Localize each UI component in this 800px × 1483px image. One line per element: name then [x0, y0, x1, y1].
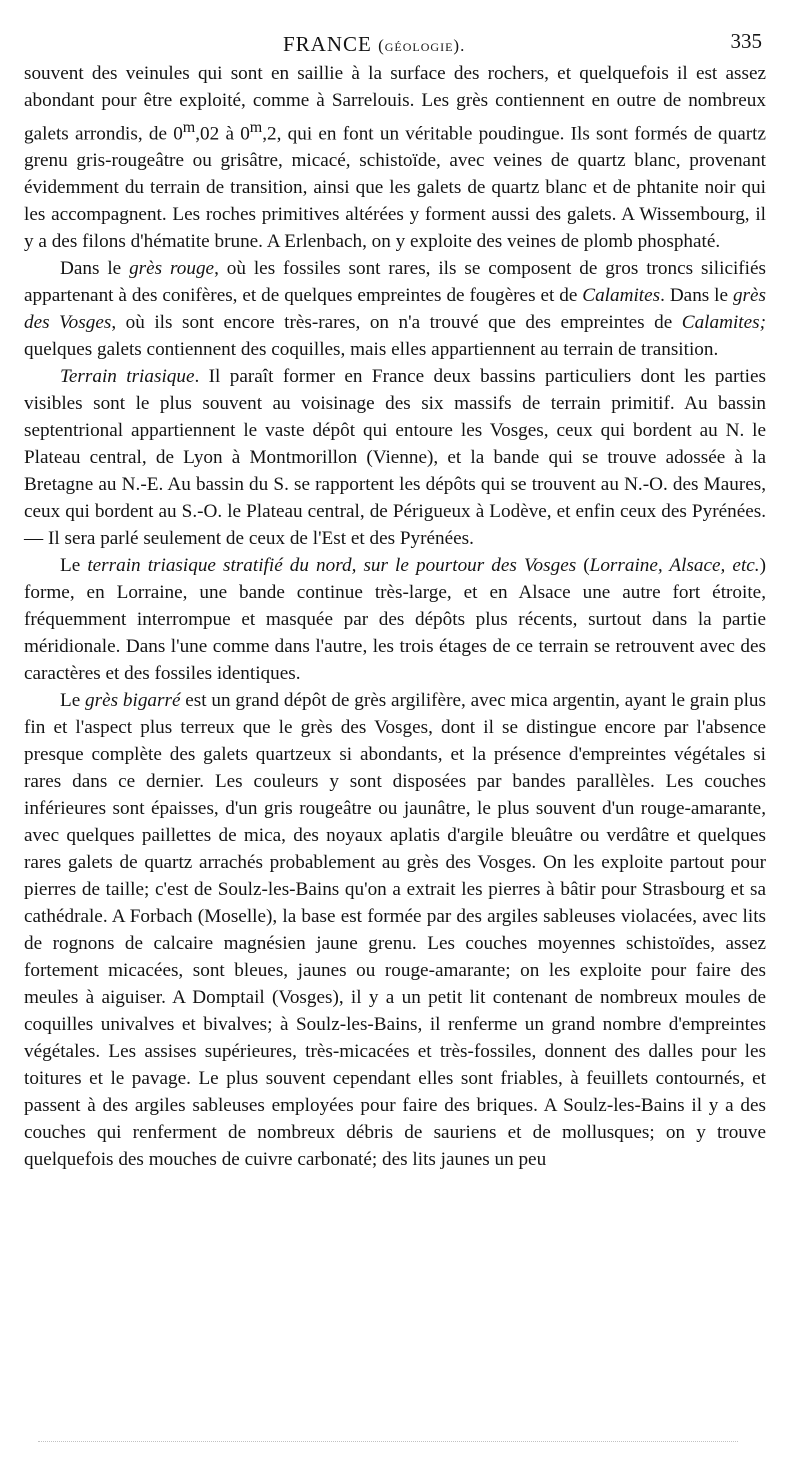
text-run: ( [576, 555, 590, 577]
text-run: Dans le [60, 258, 130, 280]
text-run: Le [60, 690, 86, 712]
paragraph [24, 687, 766, 1173]
italic-term: Calamites [582, 285, 661, 307]
italic-term: grès des Vosges [24, 285, 766, 334]
italic-term: Terrain triasique [60, 366, 195, 388]
text-run: est un grand dépôt de grès argilifère, avec mica argentin, ayant le grain plus fin et l'aspect plus terreux que le grès des Vosges, dont il se distingue encore par l'absence presque complète des galets quartzeux si abondants, et la présence d'empreintes végétales si rares dans ce dernier. Les couleurs y sont disposées par bandes parallèles. Les couches inférieures sont épaisses, d'un gris rougeâtre ou jaunâtre, le plus souvent d'un rouge-amarante, avec quelques paillettes de mica, des noyaux aplatis d'argile bleuâtre ou verdâtre et quelques rares galets de quartz arrachés probablement au grès des Vosges. On les exploite partout pour pierres de taille; c'est de Soulz-les-Bains qu'on a extrait les pierres à bâtir pour Strasbourg et sa cathédrale. A Forbach (Moselle), la base est formée par des argiles sableuses violacées, avec lits de rognons de calcaire magnésien jaune grenu. Les couches moyennes schistoïdes, assez fortement micacées, sont bleues, jaunes ou rouge-amarante; on les exploite pour faire des meules à aiguiser. A Domptail (Vosges), il y a un petit lit contenant de nombreux moules de coquilles univalves et bivalves; à Soulz-les-Bains, il renferme un grand nombre d'empreintes végétales. Les assises supérieures, très-micacées et très-fossiles, donnent des dalles pour les toitures et le pavage. Le plus souvent cependant elles sont friables, à feuillets contournés, et passent à des argiles sableuses employées pour faire des briques. A Soulz-les-Bains il y a des couches qui renferment de nombreux débris de sauriens et de mollusques; on y trouve quelquefois des mouches de cuivre carbonaté; des lits jaunes un peu [24, 690, 766, 1171]
italic-term: grès rouge [129, 258, 215, 280]
italic-term: Calamites; [681, 312, 766, 334]
running-title-subject: (géologie). [378, 36, 466, 55]
running-title [283, 32, 465, 57]
paragraph [24, 60, 766, 255]
text-run: ,2, qui en font un véritable poudingue. Ils sont formés de quartz grenu gris-rougeâtre ou grisâtre, micacé, schistoïde, avec veines de quartz blanc, provenant évidemment du terrain de transition, ainsi que les galets de quartz blanc et de phtanite noir qui les accompagnent. Les roches primitives altérées y forment aussi des galets. A Wissembourg, il y a des filons d'hématite brune. A Erlenbach, on y exploite des veines de plomb phosphaté. [24, 123, 766, 253]
text-run: quelques galets contiennent des coquilles, mais elles appartiennent au terrain de transition. [24, 339, 719, 361]
page-body [24, 60, 766, 1173]
italic-term: terrain triasique stratifié du nord, sur le pourtour des Vosges [87, 555, 577, 577]
italic-term: Lorraine, Alsace, etc. [589, 555, 760, 577]
paragraph [24, 552, 766, 687]
footer-rule [38, 1441, 738, 1444]
text-run: . Dans le [660, 285, 733, 307]
unit-superscript: m [249, 119, 263, 136]
italic-term: grès bigarré [85, 690, 181, 712]
text-run: , où ils sont encore très-rares, on n'a trouvé que des empreintes de [111, 312, 682, 334]
page-number: 335 [730, 29, 762, 53]
paragraph [24, 363, 766, 552]
text-run: souvent des veinules qui sont en saillie à la surface des rochers, et quelquefois il est assez abondant pour être exploité, comme à Sarrelouis. Les grès contiennent en outre de nombreux galets arrondis, de 0 [24, 63, 766, 145]
text-run: , où les fossiles sont rares, ils se composent de gros troncs silicifiés appartenant à des conifères, et de quelques empreintes de fougères et de [24, 258, 766, 307]
running-title-main: FRANCE [283, 32, 372, 56]
text-run: ,02 à 0 [195, 123, 250, 145]
paragraph [24, 255, 766, 363]
unit-superscript: m [182, 119, 196, 136]
text-run: . Il paraît former en France deux bassins particuliers dont les parties visibles sont le plus souvent au voisinage des six massifs de terrain primitif. Au bassin septentrional appartiennent le vaste dépôt qui entoure les Vosges, ceux qui bordent au N. le Plateau central, de Lyon à Montmorillon (Vienne), et la bande qui se trouve adossée à la Bretagne au N.-E. Au bassin du S. se rapportent les dépôts qui se trouvent au N.-O. des Maures, ceux qui bordent au S.-O. le Plateau central, de Périgueux à Lodève, et enfin ceux des Pyrénées. — Il sera parlé seulement de ceux de l'Est et des Pyrénées. [24, 366, 766, 550]
running-header [0, 26, 800, 60]
text-run: ) forme, en Lorraine, une bande continue très-large, et en Alsace une autre fort étroite, fréquemment interrompue et masquée par des dépôts plus récents, surtout dans la partie méridionale. Dans l'une comme dans l'autre, les trois étages de ce terrain se retrouvent avec des caractères et des fossiles identiques. [24, 555, 766, 685]
text-run: Le [60, 555, 88, 577]
